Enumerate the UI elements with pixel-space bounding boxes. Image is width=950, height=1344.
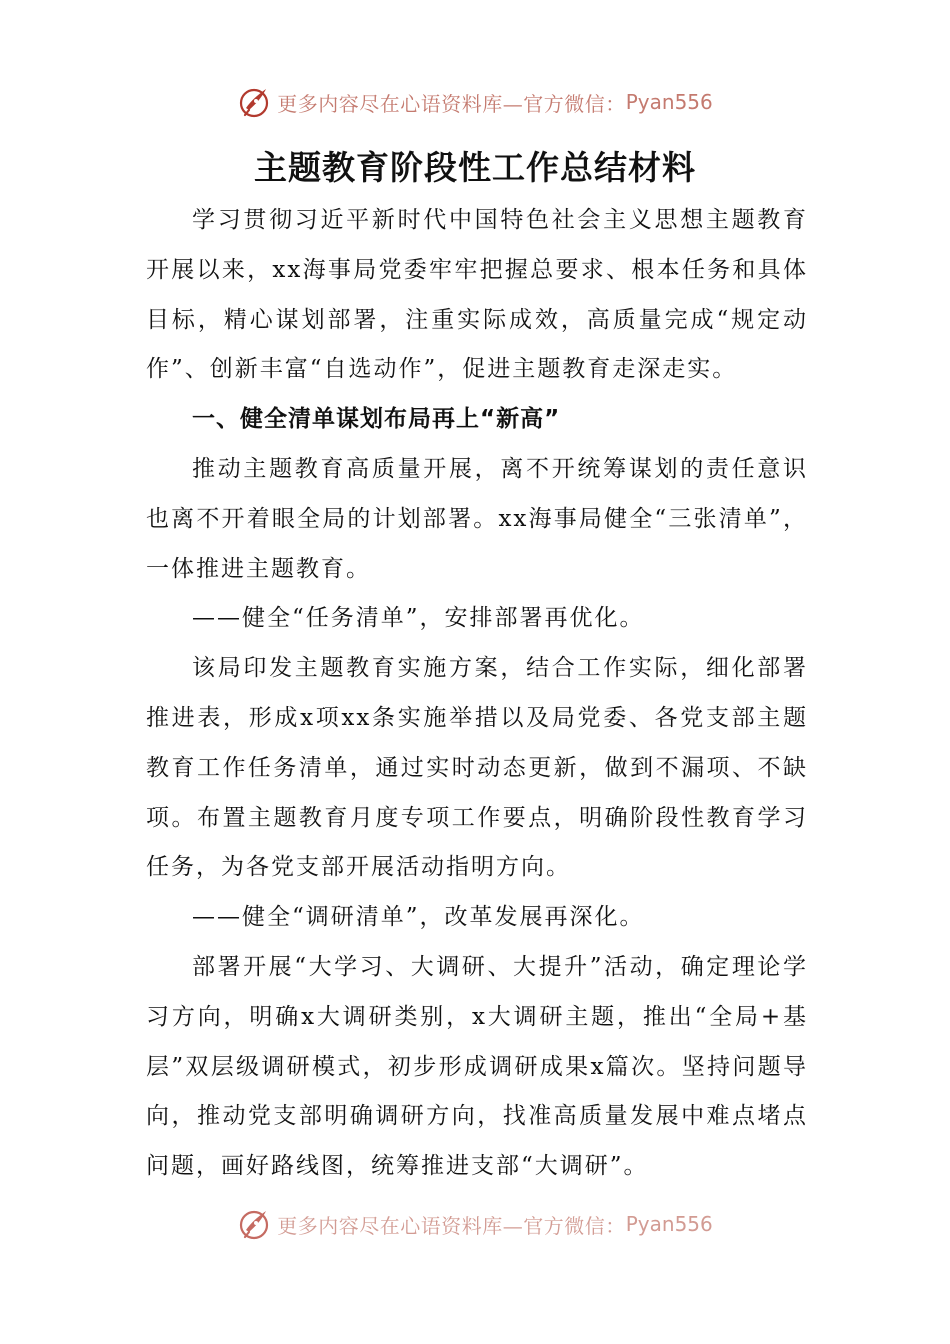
watermark-text: 更多内容尽在心语资料库—官方微信： [277,1213,626,1238]
document-title: 主题教育阶段性工作总结材料 [254,148,696,187]
section-heading-1: 一、健全清单谋划布局再上“新高” [192,406,561,433]
subheading-research-list: ——健全“调研清单”，改革发展再深化。 [192,904,645,931]
watermark-handle: Pyan556 [625,1212,713,1236]
pen-nib-logo-icon [237,1206,273,1242]
subheading-task-list: ——健全“任务清单”，安排部署再优化。 [192,605,645,632]
watermark-footer [0,1204,950,1244]
document-body [146,196,808,1192]
paragraph-research-list: 部署开展“大学习、大调研、大提升”活动，确定理论学习方向，明确x大调研类别，x大调研主题，推出“全局+基层”双层级调研模式，初步形成调研成果x篇次。坚持问题导向，推动党支部明确调研方向，找准高质量发展中难点堵点问题，画好路线图，统筹推进支部“大调研”。 [146,953,808,1180]
watermark-header [0,82,950,122]
watermark-text: 更多内容尽在心语资料库—官方微信： [277,91,626,116]
pen-nib-logo-icon [237,84,273,120]
watermark-handle: Pyan556 [625,90,713,114]
paragraph-intro: 学习贯彻习近平新时代中国特色社会主义思想主题教育开展以来，xx海事局党委牢牢把握总要求、根本任务和具体目标，精心谋划部署，注重实际成效，高质量完成“规定动作”、创新丰富“自选动作”，促进主题教育走深走实。 [146,207,808,383]
paragraph-task-list: 该局印发主题教育实施方案，结合工作实际，细化部署推进表，形成x项xx条实施举措以及局党委、各党支部主题教育工作任务清单，通过实时动态更新，做到不漏项、不缺项。布置主题教育月度专项工作要点，明确阶段性教育学习任务，为各党支部开展活动指明方向。 [146,655,808,881]
paragraph-section-1: 推动主题教育高质量开展，离不开统筹谋划的责任意识也离不开着眼全局的计划部署。xx海事局健全“三张清单”，一体推进主题教育。 [146,455,808,582]
